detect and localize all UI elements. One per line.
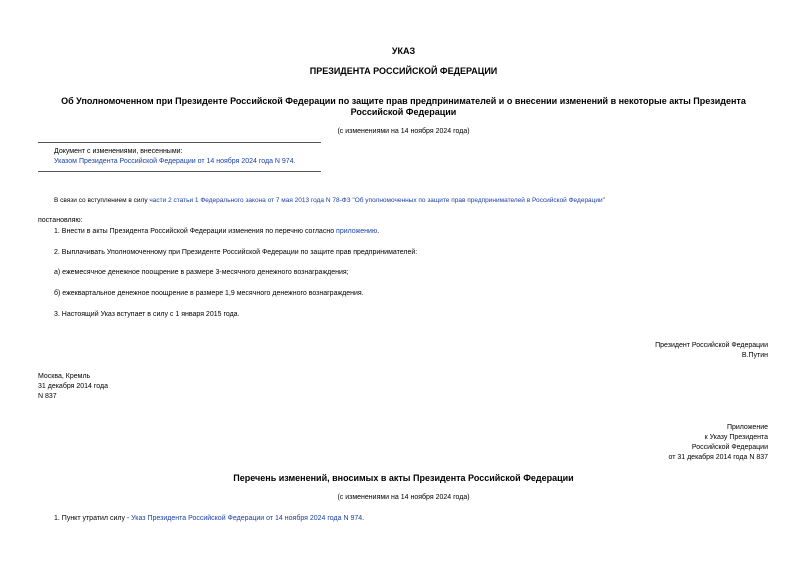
appendix-item-1-suffix: . <box>362 515 365 522</box>
preamble <box>54 196 605 205</box>
appendix-item-1-text: 1. Пункт утратил силу - <box>54 515 132 522</box>
item-2b: б) ежеквартальное денежное поощрение в размере 1,9 месячного денежного вознаграждения. <box>54 290 364 297</box>
item-1-suffix: . <box>377 228 380 235</box>
signature-name: В.Путин <box>741 352 768 359</box>
changes-bottom-rule <box>38 171 321 172</box>
appendix-title: Перечень изменений, вносимых в акты Президента Российской Федерации <box>233 473 574 483</box>
revision-note: (с изменениями на 14 ноября 2024 года) <box>337 128 470 135</box>
amending-decree-link[interactable]: Указом Президента Российской Федерации от 14 ноября 2024 года N 974. <box>54 158 296 165</box>
item-1 <box>54 227 379 236</box>
appendix-item-1 <box>54 514 364 523</box>
appendix-link[interactable]: приложению <box>336 228 378 235</box>
preamble-text: В связи со вступлением в силу <box>54 197 150 204</box>
document-title: Об Уполномоченном при Президенте Российской Федерации по защите прав предпринимателей и о внесении изменений в некоторые акты Президента Российской Федерации <box>61 96 746 117</box>
federal-law-link[interactable]: части 2 статьи 1 Федерального закона от 7 мая 2013 года N 78-ФЗ "Об уполномоченных по защите прав предпринимателей в Российской Федерации" <box>149 197 605 204</box>
place-date: 31 декабря 2014 года <box>38 383 109 390</box>
item-1-text: 1. Внести в акты Президента Российской Федерации изменения по перечню согласно <box>54 228 337 235</box>
decree-number: N 837 <box>38 393 57 400</box>
place-city: Москва, Кремль <box>38 373 91 380</box>
appendix-ref-line4: от 31 декабря 2014 года N 837 <box>668 454 768 461</box>
president-heading: ПРЕЗИДЕНТА РОССИЙСКОЙ ФЕДЕРАЦИИ <box>309 66 498 76</box>
appendix-revision-note: (с изменениями на 14 ноября 2024 года) <box>337 494 470 501</box>
item-2: 2. Выплачивать Уполномоченному при Президенте Российской Федерации по защите прав предпринимателей: <box>54 249 418 256</box>
appendix-ref-line1: Приложение <box>726 424 768 431</box>
item-3: 3. Настоящий Указ вступает в силу с 1 января 2015 года. <box>54 311 240 318</box>
resolve-word: постановляю: <box>38 217 83 224</box>
appendix-ref-line3: Российской Федерации <box>691 444 768 451</box>
signature-position: Президент Российской Федерации <box>655 342 768 349</box>
decree-heading: УКАЗ <box>391 46 416 56</box>
repealing-decree-link[interactable]: Указ Президента Российской Федерации от 14 ноября 2024 года N 974 <box>131 515 363 522</box>
changes-top-rule <box>38 142 321 143</box>
item-2a: а) ежемесячное денежное поощрение в размере 3-месячного денежного вознаграждения; <box>54 269 349 276</box>
changes-label: Документ с изменениями, внесенными: <box>54 148 183 155</box>
appendix-ref-line2: к Указу Президента <box>704 434 768 441</box>
